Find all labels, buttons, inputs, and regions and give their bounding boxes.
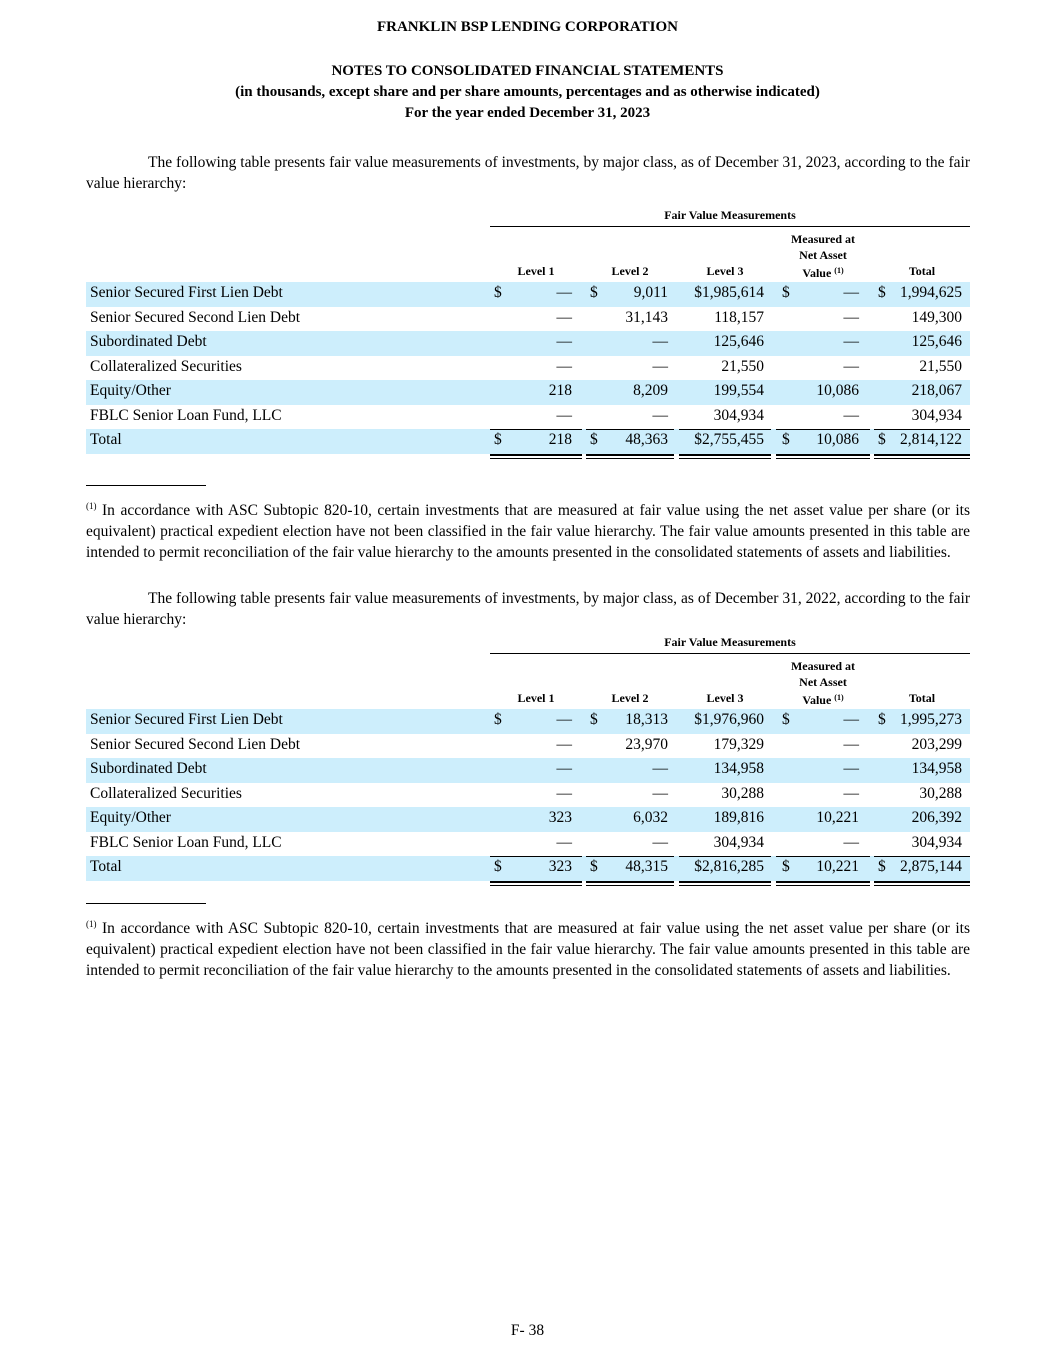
subtotal-rule: [874, 429, 970, 430]
intro-text-2023: The following table presents fair value measurements of investments, by major class, as of December 31, 2023, according to the fair value hierarchy:: [86, 154, 970, 192]
cell-level-1: 218: [548, 382, 572, 399]
subtotal-rule: [490, 429, 582, 430]
notes-title: NOTES TO CONSOLIDATED FINANCIAL STATEMENTS: [331, 63, 724, 79]
cell-total: 1,995,273: [900, 711, 962, 728]
total-double-underline: [776, 454, 870, 459]
cell-level-3: 179,329: [713, 735, 764, 753]
footnote-text: In accordance with ASC Subtopic 820-10, certain investments that are measured at fair value using the net asset value per share (or its equivalent) practical expedient election have not been classified in the fair value hierarchy. The fair value amounts presented in this table are intended to permit reconciliation of the fair value hierarchy to the amounts presented in the consolidated statements of assets and liabilities.: [86, 502, 971, 561]
table-group-header: Fair Value Measurements: [664, 208, 796, 222]
subtotal-rule: [490, 856, 582, 857]
currency-symbol: $: [782, 431, 790, 448]
cell-level-2: —: [652, 357, 668, 375]
company-name: FRANKLIN BSP LENDING CORPORATION: [376, 19, 678, 35]
header-level-3: Level 3: [706, 691, 744, 705]
table-row: [86, 331, 970, 356]
fair-value-table-2023: [86, 208, 970, 458]
cell-net-asset-value: —: [843, 711, 859, 728]
cell-total: 1,994,625: [900, 284, 962, 301]
cell-level-3: 304,934: [713, 833, 764, 851]
cell-net-asset-value: 10,086: [816, 431, 859, 448]
total-double-underline: [776, 881, 870, 886]
footnote-rule: [86, 903, 206, 904]
nav-header-value: Value: [802, 266, 832, 280]
header-net-asset-value: [776, 658, 870, 708]
header-net-asset-value: [776, 231, 870, 281]
cell-level-1: —: [556, 357, 572, 375]
cell-net-asset-value: 10,086: [816, 382, 859, 399]
cell-total: 203,299: [911, 735, 962, 753]
cell-level-3: 21,550: [721, 357, 764, 375]
cell-total: 2,814,122: [900, 431, 962, 448]
table-row: [86, 709, 970, 734]
nav-header-line3: [776, 263, 870, 281]
header-level-1: Level 1: [517, 264, 555, 278]
group-header-rule: [490, 226, 970, 227]
cell-level-2: 18,313: [625, 711, 668, 728]
cell-total: 149,300: [911, 308, 962, 326]
cell-net-asset-value: —: [843, 784, 859, 802]
total-double-underline: [586, 454, 674, 459]
cell-level-1: —: [556, 406, 572, 424]
footnote-2023: [86, 496, 970, 563]
header-level-2: Level 2: [611, 691, 649, 705]
table-group-header: Fair Value Measurements: [664, 635, 796, 649]
currency-symbol: $: [494, 431, 502, 448]
nav-header-line1: Measured at: [790, 232, 856, 246]
total-row: [86, 856, 970, 881]
table-row: [86, 832, 970, 857]
table-row: [86, 307, 970, 332]
cell-net-asset-value: —: [843, 333, 859, 350]
footnote-marker: (1): [86, 919, 97, 929]
cell-total: 206,392: [911, 809, 962, 826]
row-label: FBLC Senior Loan Fund, LLC: [90, 406, 282, 424]
total-double-underline: [586, 881, 674, 886]
footnote-text: In accordance with ASC Subtopic 820-10, certain investments that are measured at fair value using the net asset value per share (or its equivalent) practical expedient election have not been classified in the fair value hierarchy. The fair value amounts presented in this table are intended to permit reconciliation of the fair value hierarchy to the amounts presented in the consolidated statements of assets and liabilities.: [86, 920, 971, 979]
cell-total: 304,934: [911, 406, 962, 424]
subtotal-rule: [679, 429, 771, 430]
nav-footnote-marker: (1): [834, 266, 844, 275]
cell-total: 304,934: [911, 833, 962, 851]
cell-total: 218,067: [911, 382, 962, 399]
row-label: Total: [90, 858, 122, 875]
cell-level-3: 125,646: [713, 333, 764, 350]
cell-level-1: —: [556, 284, 572, 301]
table-row: [86, 758, 970, 783]
row-label: Senior Secured Second Lien Debt: [90, 308, 301, 326]
cell-level-2: 6,032: [633, 809, 668, 826]
table-row: [86, 807, 970, 832]
row-label: Subordinated Debt: [90, 333, 207, 350]
row-label: Senior Secured First Lien Debt: [90, 284, 283, 301]
header-level-3: Level 3: [706, 264, 744, 278]
row-label: Senior Secured First Lien Debt: [90, 711, 283, 728]
cell-level-2: —: [652, 333, 668, 350]
cell-level-2: —: [652, 833, 668, 851]
cell-level-1: —: [556, 760, 572, 777]
currency-symbol: $: [590, 284, 598, 301]
notes-subtitle: (in thousands, except share and per share amounts, percentages and as otherwise indicated): [235, 84, 820, 100]
currency-symbol: $: [590, 858, 598, 875]
row-label: Subordinated Debt: [90, 760, 207, 777]
cell-level-3: 304,934: [713, 406, 764, 424]
currency-symbol: $: [494, 284, 502, 301]
cell-total: 30,288: [919, 784, 962, 802]
total-double-underline: [874, 454, 970, 459]
cell-level-3: 134,958: [713, 760, 764, 777]
row-label: Equity/Other: [90, 382, 171, 399]
cell-level-2: 9,011: [633, 284, 668, 301]
cell-level-3: $2,816,285: [694, 858, 764, 875]
cell-level-1: 323: [548, 809, 572, 826]
cell-total: 2,875,144: [900, 858, 962, 875]
nav-header-line2: Net Asset: [799, 675, 847, 689]
footnote-2022: [86, 914, 970, 981]
table-row: [86, 734, 970, 759]
subtotal-rule: [776, 429, 870, 430]
cell-level-1: 218: [548, 431, 572, 448]
total-double-underline: [874, 881, 970, 886]
currency-symbol: $: [878, 284, 886, 301]
cell-level-2: 48,315: [625, 858, 668, 875]
row-label: Equity/Other: [90, 809, 171, 826]
header-level-2: Level 2: [611, 264, 649, 278]
subtotal-rule: [776, 856, 870, 857]
cell-level-3: $1,976,960: [694, 711, 764, 728]
cell-level-3: $1,985,614: [694, 284, 764, 301]
subtotal-rule: [679, 856, 771, 857]
cell-level-3: 189,816: [713, 809, 764, 826]
total-double-underline: [490, 881, 582, 886]
nav-header-value: Value: [802, 693, 832, 707]
nav-header-line3: [776, 690, 870, 708]
intro-text-2022: The following table presents fair value measurements of investments, by major class, as of December 31, 2022, according to the fair value hierarchy:: [86, 590, 970, 628]
cell-net-asset-value: —: [843, 357, 859, 375]
currency-symbol: $: [878, 858, 886, 875]
intro-paragraph-2022: [86, 588, 970, 630]
currency-symbol: $: [878, 431, 886, 448]
cell-level-3: 118,157: [714, 308, 764, 326]
cell-level-2: —: [652, 784, 668, 802]
row-label: Senior Secured Second Lien Debt: [90, 735, 301, 753]
cell-level-1: —: [556, 735, 572, 753]
footnote-marker: (1): [86, 501, 97, 511]
cell-total: 125,646: [911, 333, 962, 350]
currency-symbol: $: [782, 711, 790, 728]
table-row: [86, 356, 970, 381]
group-header-rule: [490, 653, 970, 654]
cell-net-asset-value: —: [843, 308, 859, 326]
table-row: [86, 783, 970, 808]
cell-level-2: —: [652, 406, 668, 424]
header-level-1: Level 1: [517, 691, 555, 705]
total-double-underline: [679, 881, 771, 886]
subtotal-rule: [874, 856, 970, 857]
cell-level-2: 31,143: [625, 308, 668, 326]
cell-net-asset-value: 10,221: [816, 809, 859, 826]
cell-net-asset-value: —: [843, 284, 859, 301]
cell-level-1: —: [556, 784, 572, 802]
header-total: Total: [908, 264, 936, 278]
currency-symbol: $: [782, 858, 790, 875]
cell-net-asset-value: —: [843, 735, 859, 753]
cell-level-1: —: [556, 711, 572, 728]
cell-level-1: —: [556, 333, 572, 350]
fair-value-table-2022: [86, 635, 970, 885]
total-double-underline: [679, 454, 771, 459]
cell-level-1: 323: [548, 858, 572, 875]
subtotal-rule: [586, 429, 674, 430]
total-double-underline: [490, 454, 582, 459]
cell-level-1: —: [556, 833, 572, 851]
row-label: FBLC Senior Loan Fund, LLC: [90, 833, 282, 851]
row-label: Collateralized Securities: [90, 357, 242, 375]
cell-level-3: $2,755,455: [694, 431, 764, 448]
total-row: [86, 429, 970, 454]
cell-total: 134,958: [911, 760, 962, 777]
cell-level-2: 8,209: [633, 382, 668, 399]
header-total: Total: [908, 691, 936, 705]
cell-net-asset-value: —: [843, 760, 859, 777]
currency-symbol: $: [494, 711, 502, 728]
cell-level-3: 30,288: [721, 784, 764, 802]
currency-symbol: $: [590, 431, 598, 448]
row-label: Total: [90, 431, 122, 448]
currency-symbol: $: [590, 711, 598, 728]
cell-level-1: —: [556, 308, 572, 326]
cell-net-asset-value: —: [843, 406, 859, 424]
cell-level-2: —: [652, 760, 668, 777]
currency-symbol: $: [878, 711, 886, 728]
cell-total: 21,550: [919, 357, 962, 375]
page-number: F- 38: [510, 1322, 545, 1339]
table-row: [86, 380, 970, 405]
cell-level-3: 199,554: [713, 382, 764, 399]
cell-net-asset-value: 10,221: [816, 858, 859, 875]
table-row: [86, 282, 970, 307]
cell-level-2: 48,363: [625, 431, 668, 448]
period-title: For the year ended December 31, 2023: [404, 105, 651, 121]
cell-level-2: 23,970: [625, 735, 668, 753]
currency-symbol: $: [494, 858, 502, 875]
nav-header-line2: Net Asset: [799, 248, 847, 262]
cell-net-asset-value: —: [843, 833, 859, 851]
footnote-rule: [86, 485, 206, 486]
row-label: Collateralized Securities: [90, 784, 242, 802]
subtotal-rule: [586, 856, 674, 857]
nav-footnote-marker: (1): [834, 693, 844, 702]
nav-header-line1: Measured at: [790, 659, 856, 673]
table-row: [86, 405, 970, 430]
intro-paragraph-2023: [86, 152, 970, 194]
currency-symbol: $: [782, 284, 790, 301]
